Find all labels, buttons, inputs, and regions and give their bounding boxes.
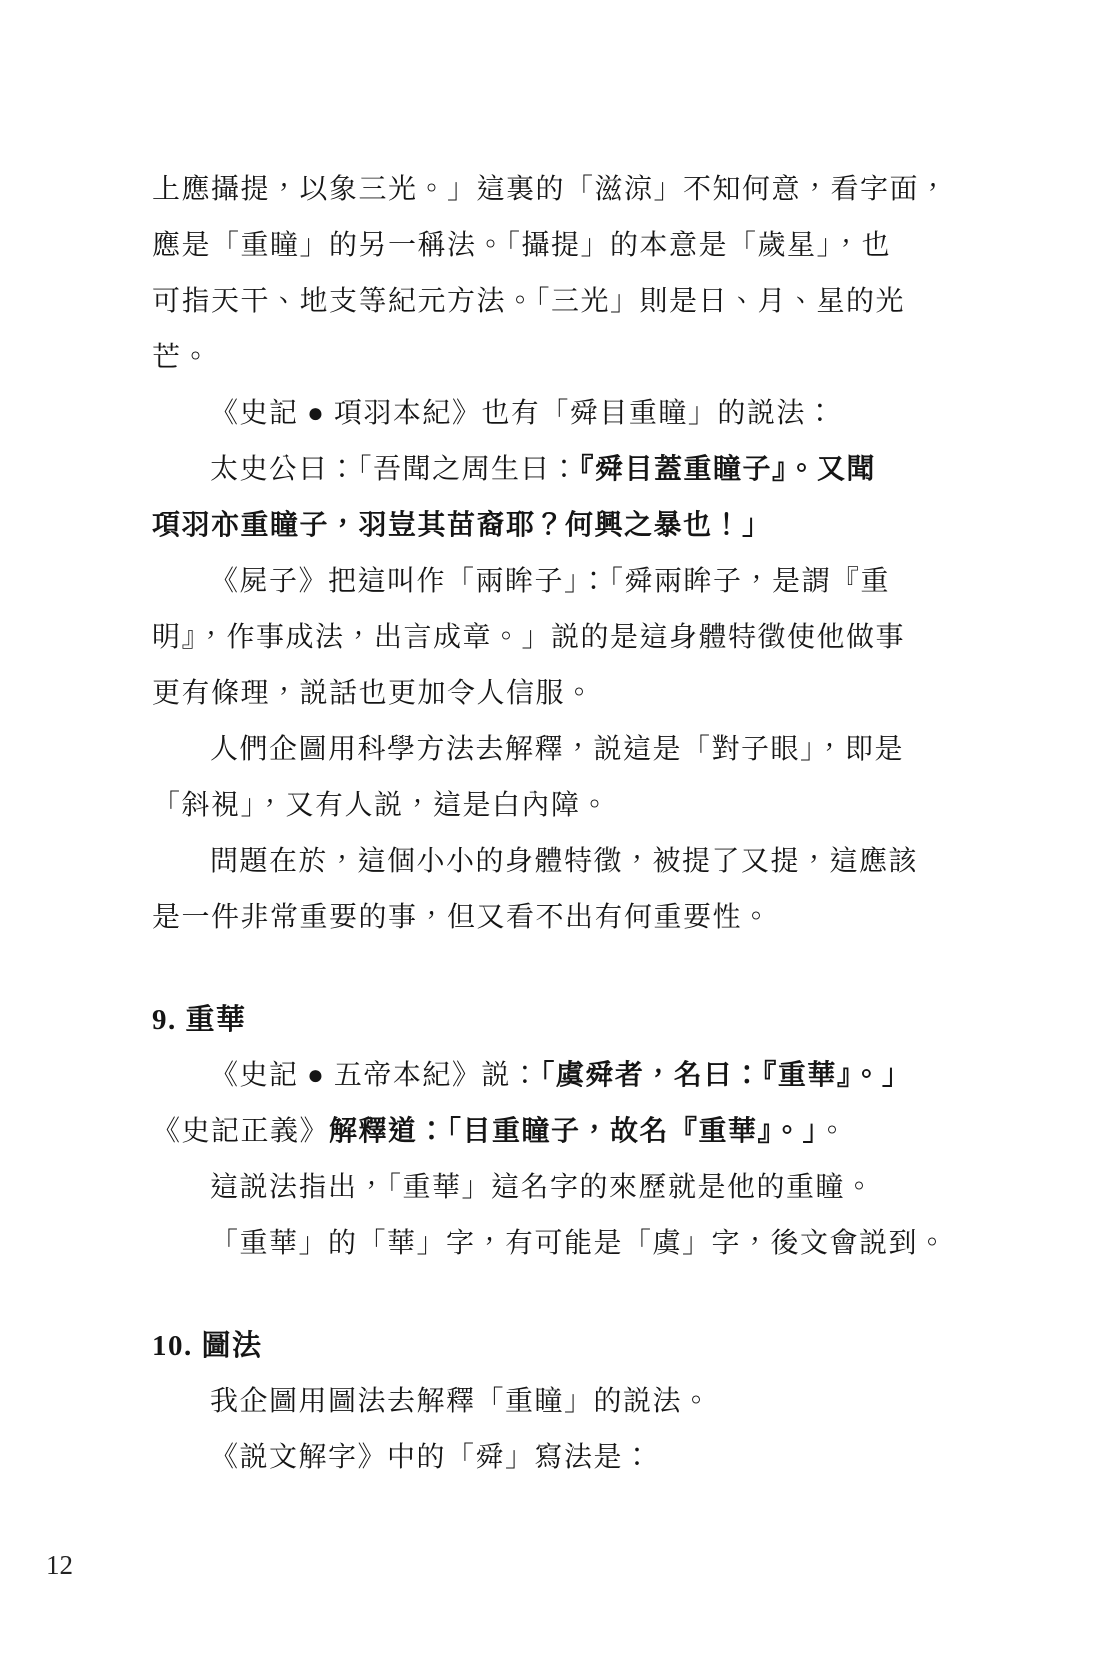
text-line bbox=[152, 274, 952, 330]
text-line bbox=[152, 1374, 952, 1430]
body-text: 更有條理，説話也更加令人信服。 bbox=[152, 678, 595, 709]
text-line bbox=[152, 1048, 952, 1104]
text-line bbox=[152, 1104, 952, 1160]
text-line bbox=[152, 890, 952, 946]
body-text: 「斜視」，又有人説，這是白內障。 bbox=[152, 790, 611, 821]
text-line bbox=[152, 554, 952, 610]
body-text: 這説法指出，「重華」這名字的來歷就是他的重瞳。 bbox=[210, 1172, 875, 1203]
quoted-bold-text: 項羽亦重瞳子，羽豈其苗裔耶？何興之暴也！」 bbox=[152, 510, 772, 541]
text-line bbox=[152, 1160, 952, 1216]
text-line bbox=[152, 162, 952, 218]
body-text: 《説文解字》中的「舜」寫法是： bbox=[210, 1442, 653, 1473]
text-line bbox=[152, 330, 952, 386]
body-text: 10. 圖法 bbox=[152, 1330, 263, 1362]
body-text: 太史公曰：「吾聞之周生曰： bbox=[210, 454, 580, 485]
body-text: 《屍子》把這叫作「兩眸子」：「舜兩眸子，是謂『重 bbox=[210, 566, 891, 597]
body-text: 芒。 bbox=[152, 342, 212, 373]
text-line bbox=[152, 666, 952, 722]
text-line bbox=[152, 610, 952, 666]
page-number: 12 bbox=[46, 1550, 73, 1580]
quoted-bold-text: 解釋道：「目重瞳子，故名『重華』。」 bbox=[329, 1116, 819, 1147]
text-line bbox=[152, 1216, 952, 1272]
text-line bbox=[152, 386, 952, 442]
text-line bbox=[152, 1430, 952, 1486]
body-text: 。 bbox=[818, 1116, 848, 1147]
quoted-bold-text: 「虞舜者，名曰：『重華』。」 bbox=[540, 1060, 912, 1091]
text-line bbox=[152, 722, 952, 778]
text-line bbox=[152, 778, 952, 834]
body-text: 明』，作事成法，出言成章。」説的是這身體特徵使他做事 bbox=[152, 622, 906, 653]
text-line bbox=[152, 218, 952, 274]
body-text: 上應攝提，以象三光。」這裏的「滋涼」不知何意，看字面， bbox=[152, 174, 949, 205]
page-text bbox=[152, 162, 952, 1486]
body-text: 人們企圖用科學方法去解釋，説這是「對子眼」，即是 bbox=[210, 734, 905, 765]
section-heading bbox=[152, 992, 952, 1048]
body-text: 《史記 ● 項羽本紀》也有「舜目重瞳」的説法： bbox=[210, 398, 836, 429]
quoted-bold-text: 『舜目蓋重瞳子』。又聞 bbox=[579, 454, 877, 485]
body-text: 「重華」的「華」字，有可能是「虞」字，後文會説到。 bbox=[210, 1228, 948, 1259]
body-text: 問題在於，這個小小的身體特徵，被提了又提，這應該 bbox=[210, 846, 919, 877]
body-text: 是一件非常重要的事，但又看不出有何重要性。 bbox=[152, 902, 772, 933]
text-line bbox=[152, 498, 952, 554]
body-text: 可指天干、地支等紀元方法。「三光」則是日、月、星的光 bbox=[152, 286, 906, 317]
text-line bbox=[152, 834, 952, 890]
section-heading bbox=[152, 1318, 952, 1374]
text-line bbox=[152, 442, 952, 498]
body-text: 9. 重華 bbox=[152, 1004, 247, 1036]
body-text: 《史記 ● 五帝本紀》説： bbox=[210, 1060, 541, 1091]
body-text: 應是「重瞳」的另一稱法。「攝提」的本意是「歲星」，也 bbox=[152, 230, 892, 261]
body-text: 我企圖用圖法去解釋「重瞳」的説法。 bbox=[210, 1386, 712, 1417]
body-text: 《史記正義》 bbox=[152, 1116, 330, 1147]
